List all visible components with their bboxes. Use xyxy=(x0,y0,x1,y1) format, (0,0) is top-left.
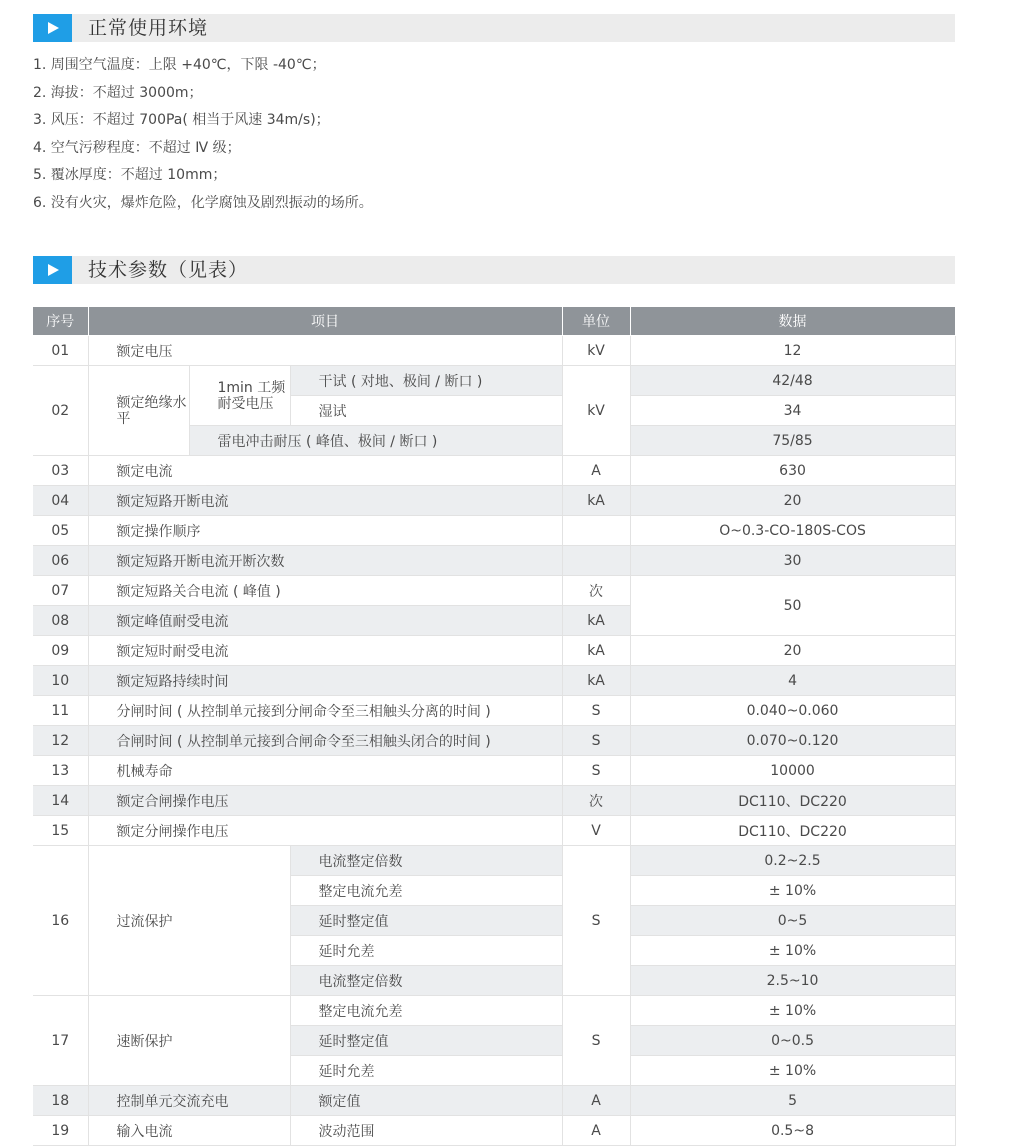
header-no: 序号 xyxy=(33,307,88,336)
row-item: 分闸时间 ( 从控制单元接到分闸命令至三相触头分离的时间 ) xyxy=(88,696,562,726)
list-item: 3. 风压：不超过 700Pa( 相当于风速 34m/s)； xyxy=(33,112,330,128)
list-item: 2. 海拔：不超过 3000m； xyxy=(33,84,203,101)
row-value: ± 10% xyxy=(630,996,955,1026)
table-row xyxy=(33,786,955,816)
row-value: 20 xyxy=(630,636,955,666)
row-value: 50 xyxy=(630,576,955,636)
row-value: 0.070~0.120 xyxy=(630,726,955,756)
row-value: 42/48 xyxy=(630,366,955,396)
row-unit: kA xyxy=(562,486,630,516)
row-value: ± 10% xyxy=(630,1056,955,1086)
row-unit: kA xyxy=(562,636,630,666)
row-item: 额定电流 xyxy=(88,456,562,486)
row-value: 0~5 xyxy=(630,906,955,936)
play-arrow-icon xyxy=(33,256,72,284)
row-value: O~0.3-CO-180S-COS xyxy=(630,516,955,546)
row-value: 2.5~10 xyxy=(630,966,955,996)
header-unit: 单位 xyxy=(562,307,630,336)
row-item: 额定合闸操作电压 xyxy=(88,786,562,816)
env-section-title: 正常使用环境 xyxy=(88,17,209,39)
row-no: 07 xyxy=(33,576,88,606)
row-subitem: 延时允差 xyxy=(290,936,562,966)
table-row xyxy=(33,756,955,786)
row-subitem: 干试 ( 对地、极间 / 断口 ) xyxy=(290,366,562,396)
row-unit: V xyxy=(562,816,630,846)
row-item: 额定分闸操作电压 xyxy=(88,816,562,846)
row-subitem: 1min 工频耐受电压 xyxy=(189,366,290,426)
table-row xyxy=(33,816,955,846)
row-no: 14 xyxy=(33,786,88,816)
row-no: 01 xyxy=(33,336,88,366)
list-item: 4. 空气污秽程度：不超过 Ⅳ 级； xyxy=(33,139,241,156)
row-value: 5 xyxy=(630,1086,955,1116)
row-item: 额定短路开断电流开断次数 xyxy=(88,546,562,576)
row-unit: A xyxy=(562,1116,630,1146)
row-value: 75/85 xyxy=(630,426,955,456)
spec-table xyxy=(33,307,956,1146)
row-subitem: 延时整定值 xyxy=(290,906,562,936)
row-unit: S xyxy=(562,846,630,996)
row-value: 20 xyxy=(630,486,955,516)
row-unit: S xyxy=(562,696,630,726)
row-subitem: 电流整定倍数 xyxy=(290,966,562,996)
row-unit: kV xyxy=(562,366,630,456)
row-unit: S xyxy=(562,756,630,786)
row-subitem: 雷电冲击耐压 ( 峰值、极间 / 断口 ) xyxy=(189,426,562,456)
row-value: 12 xyxy=(630,336,955,366)
env-list xyxy=(33,55,373,220)
row-no: 05 xyxy=(33,516,88,546)
row-value: 0.5~8 xyxy=(630,1116,955,1146)
row-unit: A xyxy=(562,456,630,486)
row-value: 10000 xyxy=(630,756,955,786)
row-value: 34 xyxy=(630,396,955,426)
table-row xyxy=(33,516,955,546)
row-unit: A xyxy=(562,1086,630,1116)
row-value: ± 10% xyxy=(630,936,955,966)
row-no: 13 xyxy=(33,756,88,786)
row-no: 09 xyxy=(33,636,88,666)
list-item: 6. 没有火灾，爆炸危险，化学腐蚀及剧烈振动的场所。 xyxy=(33,194,373,211)
row-subitem: 延时整定值 xyxy=(290,1026,562,1056)
row-unit: kA xyxy=(562,666,630,696)
row-value: 4 xyxy=(630,666,955,696)
list-item: 1. 周围空气温度：上限 +40℃，下限 -40℃； xyxy=(33,57,326,73)
table-header-row xyxy=(33,307,955,336)
row-unit: S xyxy=(562,996,630,1086)
row-item: 额定操作顺序 xyxy=(88,516,562,546)
row-item: 额定短路关合电流 ( 峰值 ) xyxy=(88,576,562,606)
row-value: DC110、DC220 xyxy=(630,786,955,816)
row-item: 输入电流 xyxy=(88,1116,290,1146)
row-no: 08 xyxy=(33,606,88,636)
row-unit xyxy=(562,546,630,576)
row-no: 06 xyxy=(33,546,88,576)
row-value: 30 xyxy=(630,546,955,576)
row-item: 额定绝缘水平 xyxy=(88,366,189,456)
row-value: 630 xyxy=(630,456,955,486)
table-row xyxy=(33,696,955,726)
header-value: 数据 xyxy=(630,307,955,336)
row-item: 额定峰值耐受电流 xyxy=(88,606,562,636)
list-item: 5. 覆冰厚度：不超过 10mm； xyxy=(33,167,227,183)
row-value: 0.2~2.5 xyxy=(630,846,955,876)
table-row xyxy=(33,576,955,606)
table-row xyxy=(33,726,955,756)
table-row xyxy=(33,666,955,696)
table-row xyxy=(33,486,955,516)
play-arrow-icon xyxy=(33,14,72,42)
row-value: ± 10% xyxy=(630,876,955,906)
row-subitem: 额定值 xyxy=(290,1086,562,1116)
row-item: 额定短时耐受电流 xyxy=(88,636,562,666)
row-value: 0~0.5 xyxy=(630,1026,955,1056)
table-row xyxy=(33,336,955,366)
row-no: 03 xyxy=(33,456,88,486)
row-item: 控制单元交流充电 xyxy=(88,1086,290,1116)
row-value: DC110、DC220 xyxy=(630,816,955,846)
table-row xyxy=(33,1086,955,1116)
spec-section-title: 技术参数（见表） xyxy=(88,259,249,281)
table-row xyxy=(33,636,955,666)
table-row xyxy=(33,1116,955,1146)
row-item: 合闸时间 ( 从控制单元接到合闸命令至三相触头闭合的时间 ) xyxy=(88,726,562,756)
row-unit: kV xyxy=(562,336,630,366)
table-row xyxy=(33,546,955,576)
row-unit: kA xyxy=(562,606,630,636)
row-subitem: 波动范围 xyxy=(290,1116,562,1146)
row-unit xyxy=(562,516,630,546)
row-no: 02 xyxy=(33,366,88,456)
row-no: 04 xyxy=(33,486,88,516)
table-row xyxy=(33,846,955,876)
row-unit: S xyxy=(562,726,630,756)
row-no: 10 xyxy=(33,666,88,696)
row-no: 16 xyxy=(33,846,88,996)
header-item: 项目 xyxy=(88,307,562,336)
row-item: 过流保护 xyxy=(88,846,290,996)
row-no: 18 xyxy=(33,1086,88,1116)
row-no: 19 xyxy=(33,1116,88,1146)
table-row xyxy=(33,456,955,486)
row-item: 额定短路开断电流 xyxy=(88,486,562,516)
row-subitem: 整定电流允差 xyxy=(290,876,562,906)
row-subitem: 湿试 xyxy=(290,396,562,426)
spec-section-header xyxy=(33,256,955,284)
table-row xyxy=(33,366,955,396)
row-subitem: 整定电流允差 xyxy=(290,996,562,1026)
row-no: 12 xyxy=(33,726,88,756)
table-row xyxy=(33,996,955,1026)
row-unit: 次 xyxy=(562,576,630,606)
row-no: 15 xyxy=(33,816,88,846)
row-item: 机械寿命 xyxy=(88,756,562,786)
row-item: 额定短路持续时间 xyxy=(88,666,562,696)
row-value: 0.040~0.060 xyxy=(630,696,955,726)
row-subitem: 延时允差 xyxy=(290,1056,562,1086)
row-subitem: 电流整定倍数 xyxy=(290,846,562,876)
row-no: 17 xyxy=(33,996,88,1086)
env-section-header xyxy=(33,14,955,42)
row-item: 额定电压 xyxy=(88,336,562,366)
row-item: 速断保护 xyxy=(88,996,290,1086)
row-unit: 次 xyxy=(562,786,630,816)
row-no: 11 xyxy=(33,696,88,726)
